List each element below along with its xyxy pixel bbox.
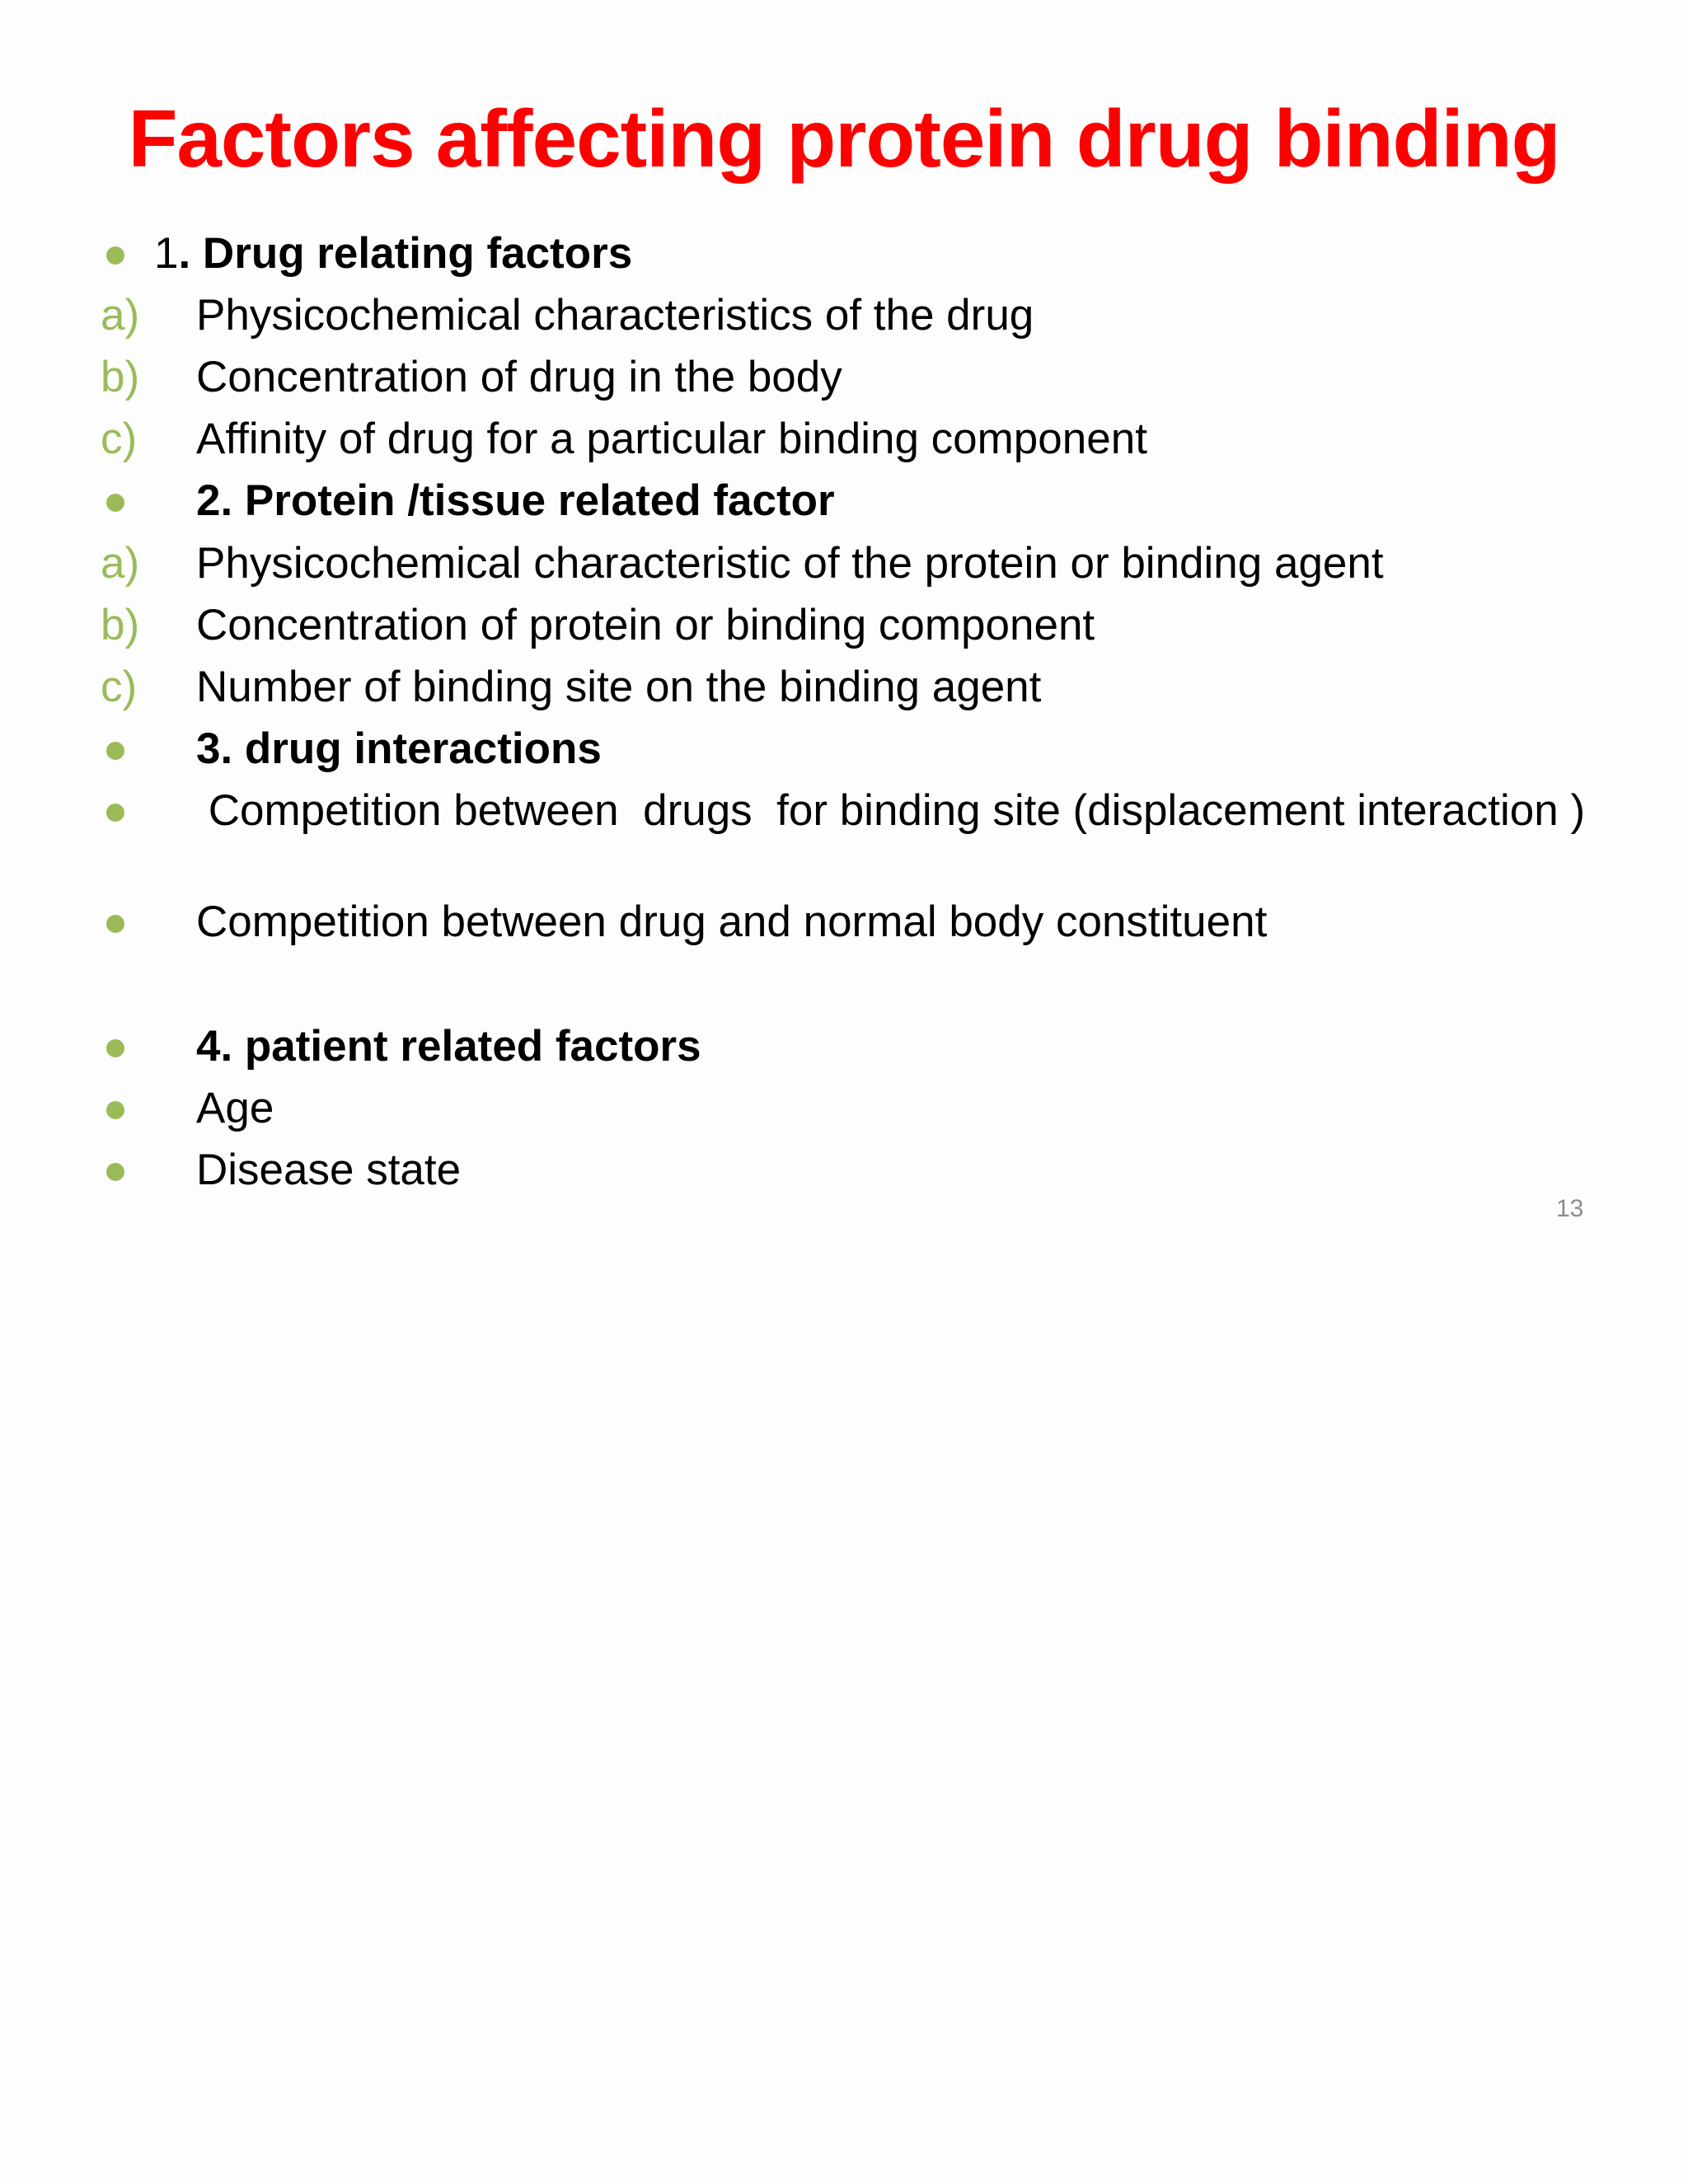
list-item-text: Concentration of protein or binding component (196, 601, 1095, 649)
list-item-text: Physicochemical characteristic of the protein or binding agent (196, 539, 1384, 588)
slide-title: Factors affecting protein drug binding (128, 93, 1560, 184)
list-item-text: Age (196, 1084, 274, 1132)
bullet-icon (106, 804, 124, 822)
list-item-text: Disease state (196, 1146, 462, 1194)
page-number: 13 (1556, 1195, 1584, 1222)
list-marker: c) (101, 415, 138, 463)
list-item-text: Number of binding site on the binding agent (196, 663, 1042, 711)
bullet-icon (106, 742, 124, 760)
bullet-icon (106, 915, 124, 933)
list-item-text: Physicochemical characteristics of the drug (196, 291, 1034, 340)
list-marker: a) (101, 291, 140, 340)
section-heading: 4. patient related factors (196, 1022, 701, 1071)
bullet-icon (106, 494, 124, 512)
list-marker: a) (101, 539, 140, 588)
bullet-icon (106, 246, 124, 265)
list-item-text: Concentration of drug in the body (196, 353, 842, 401)
list-item-text: Competition between drug and normal body constituent (196, 898, 1268, 946)
bullet-icon (106, 1039, 124, 1057)
section-heading: 2. Protein /tissue related factor (196, 476, 835, 525)
list-marker: c) (101, 663, 138, 711)
list-marker: b) (101, 601, 140, 649)
section-heading: . Drug relating factors (178, 229, 633, 278)
list-marker: b) (101, 353, 140, 401)
section-number: 1 (154, 229, 179, 278)
list-item-text: Competition between drugs for binding site (displacement interaction ) (196, 786, 1586, 835)
bullet-icon (106, 1101, 124, 1119)
list-item-text: Affinity of drug for a particular binding component (196, 415, 1147, 463)
bullet-icon (106, 1163, 124, 1181)
section-heading: 3. drug interactions (196, 724, 602, 773)
